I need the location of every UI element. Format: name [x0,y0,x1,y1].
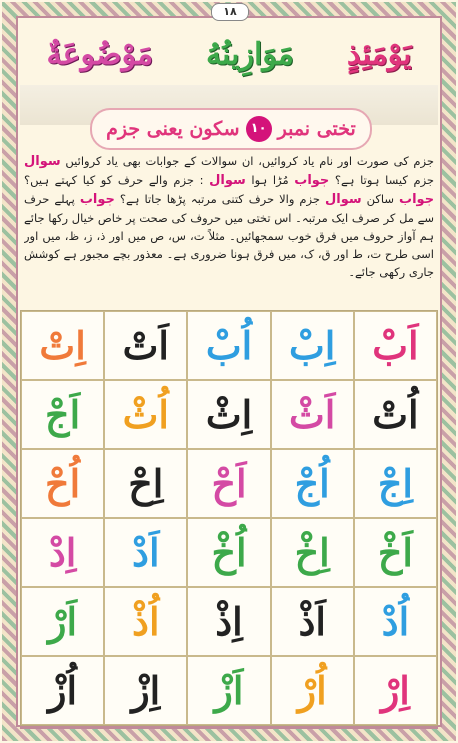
letter-cell: اِزْ [104,656,187,725]
banner-title-left: تختی نمبر [277,118,356,140]
letter-cell: اِجْ [354,449,437,518]
letter-cell: اُتْ [354,380,437,449]
letter-cell: اَبْ [354,311,437,380]
letter-cell: اُحْ [21,449,104,518]
page-number: ۱۸ [211,3,249,21]
lesson-number-badge: ۱۰ [246,116,272,142]
letter-cell: اَثْ [271,380,354,449]
letter-cell: اُذْ [104,587,187,656]
letter-cell: اَذْ [271,587,354,656]
header-words [20,24,438,84]
letter-cell: اُثْ [104,380,187,449]
letter-cell: اِثْ [187,380,270,449]
para-text: جزم کیسا ہوتا ہے؟ [334,173,434,187]
question-label: سوال [209,173,246,188]
footer-line [20,726,438,729]
letter-cell: اُجْ [271,449,354,518]
answer-label: جواب [294,173,330,188]
para-text: پہلے حرف سے مل کر صرف ایک مرتبہ۔ اس تختی میں حروف کی صحت پر خاص خیال رکھا جائے ہم آواز حروف میں فرق خوب سمجھائیں۔ مثلاً ت، س، ص میں اور ذ، ز، ظ، میں اور اسی طرح ت، ط اور ق، ک، میں فرق ہونا ضروری ہے۔ معذور بچے مجبور ہے کوشش جاری رکھی جائے۔ [24,192,434,279]
header-word-1: مَوْضُوعَةٌ [46,36,154,72]
letter-grid [20,310,438,726]
answer-label: جواب [399,192,434,207]
question-label: سوال [324,192,362,207]
letter-cell: اِحْ [104,449,187,518]
letter-cell: اِدْ [21,518,104,587]
letter-cell: اَرْ [21,587,104,656]
letter-cell: اُزْ [21,656,104,725]
letter-cell: اَزْ [187,656,270,725]
letter-cell: اَجْ [21,380,104,449]
para-text: جزم والا حرف کتنی مرتبہ پڑھا جاتا ہے؟ [119,192,320,206]
para-text: جزم کی صورت اور نام یاد کروائیں، ان سوالات کے جوابات بھی یاد کروائیں [65,154,434,168]
letter-cell: اُرْ [271,656,354,725]
instructions-paragraph [24,152,434,304]
para-text: ساکن [366,192,395,206]
letter-cell: اِبْ [271,311,354,380]
letter-cell: اَدْ [104,518,187,587]
lesson-banner [90,108,372,150]
letter-cell: اِذْ [187,587,270,656]
letter-cell: اِتْ [21,311,104,380]
letter-cell: اَتْ [104,311,187,380]
para-text: : جزم والے حرف کو کیا کہتے ہیں؟ [24,173,204,187]
header-word-3: يَوْمَئِذٍ [346,36,412,72]
letter-cell: اُبْ [187,311,270,380]
answer-label: جواب [79,192,115,207]
letter-cell: اُخْ [187,518,270,587]
letter-cell: اِرْ [354,656,437,725]
header-word-2: مَوَازِينُهُ [205,36,294,72]
letter-cell: اُدْ [354,587,437,656]
letter-cell: اَخْ [354,518,437,587]
para-text: مُڑا ہوا [251,173,289,187]
letter-cell: اَحْ [187,449,270,518]
banner-title-right: سکون یعنی جزم [106,118,240,140]
question-label: سوال [24,154,61,169]
letter-cell: اِخْ [271,518,354,587]
